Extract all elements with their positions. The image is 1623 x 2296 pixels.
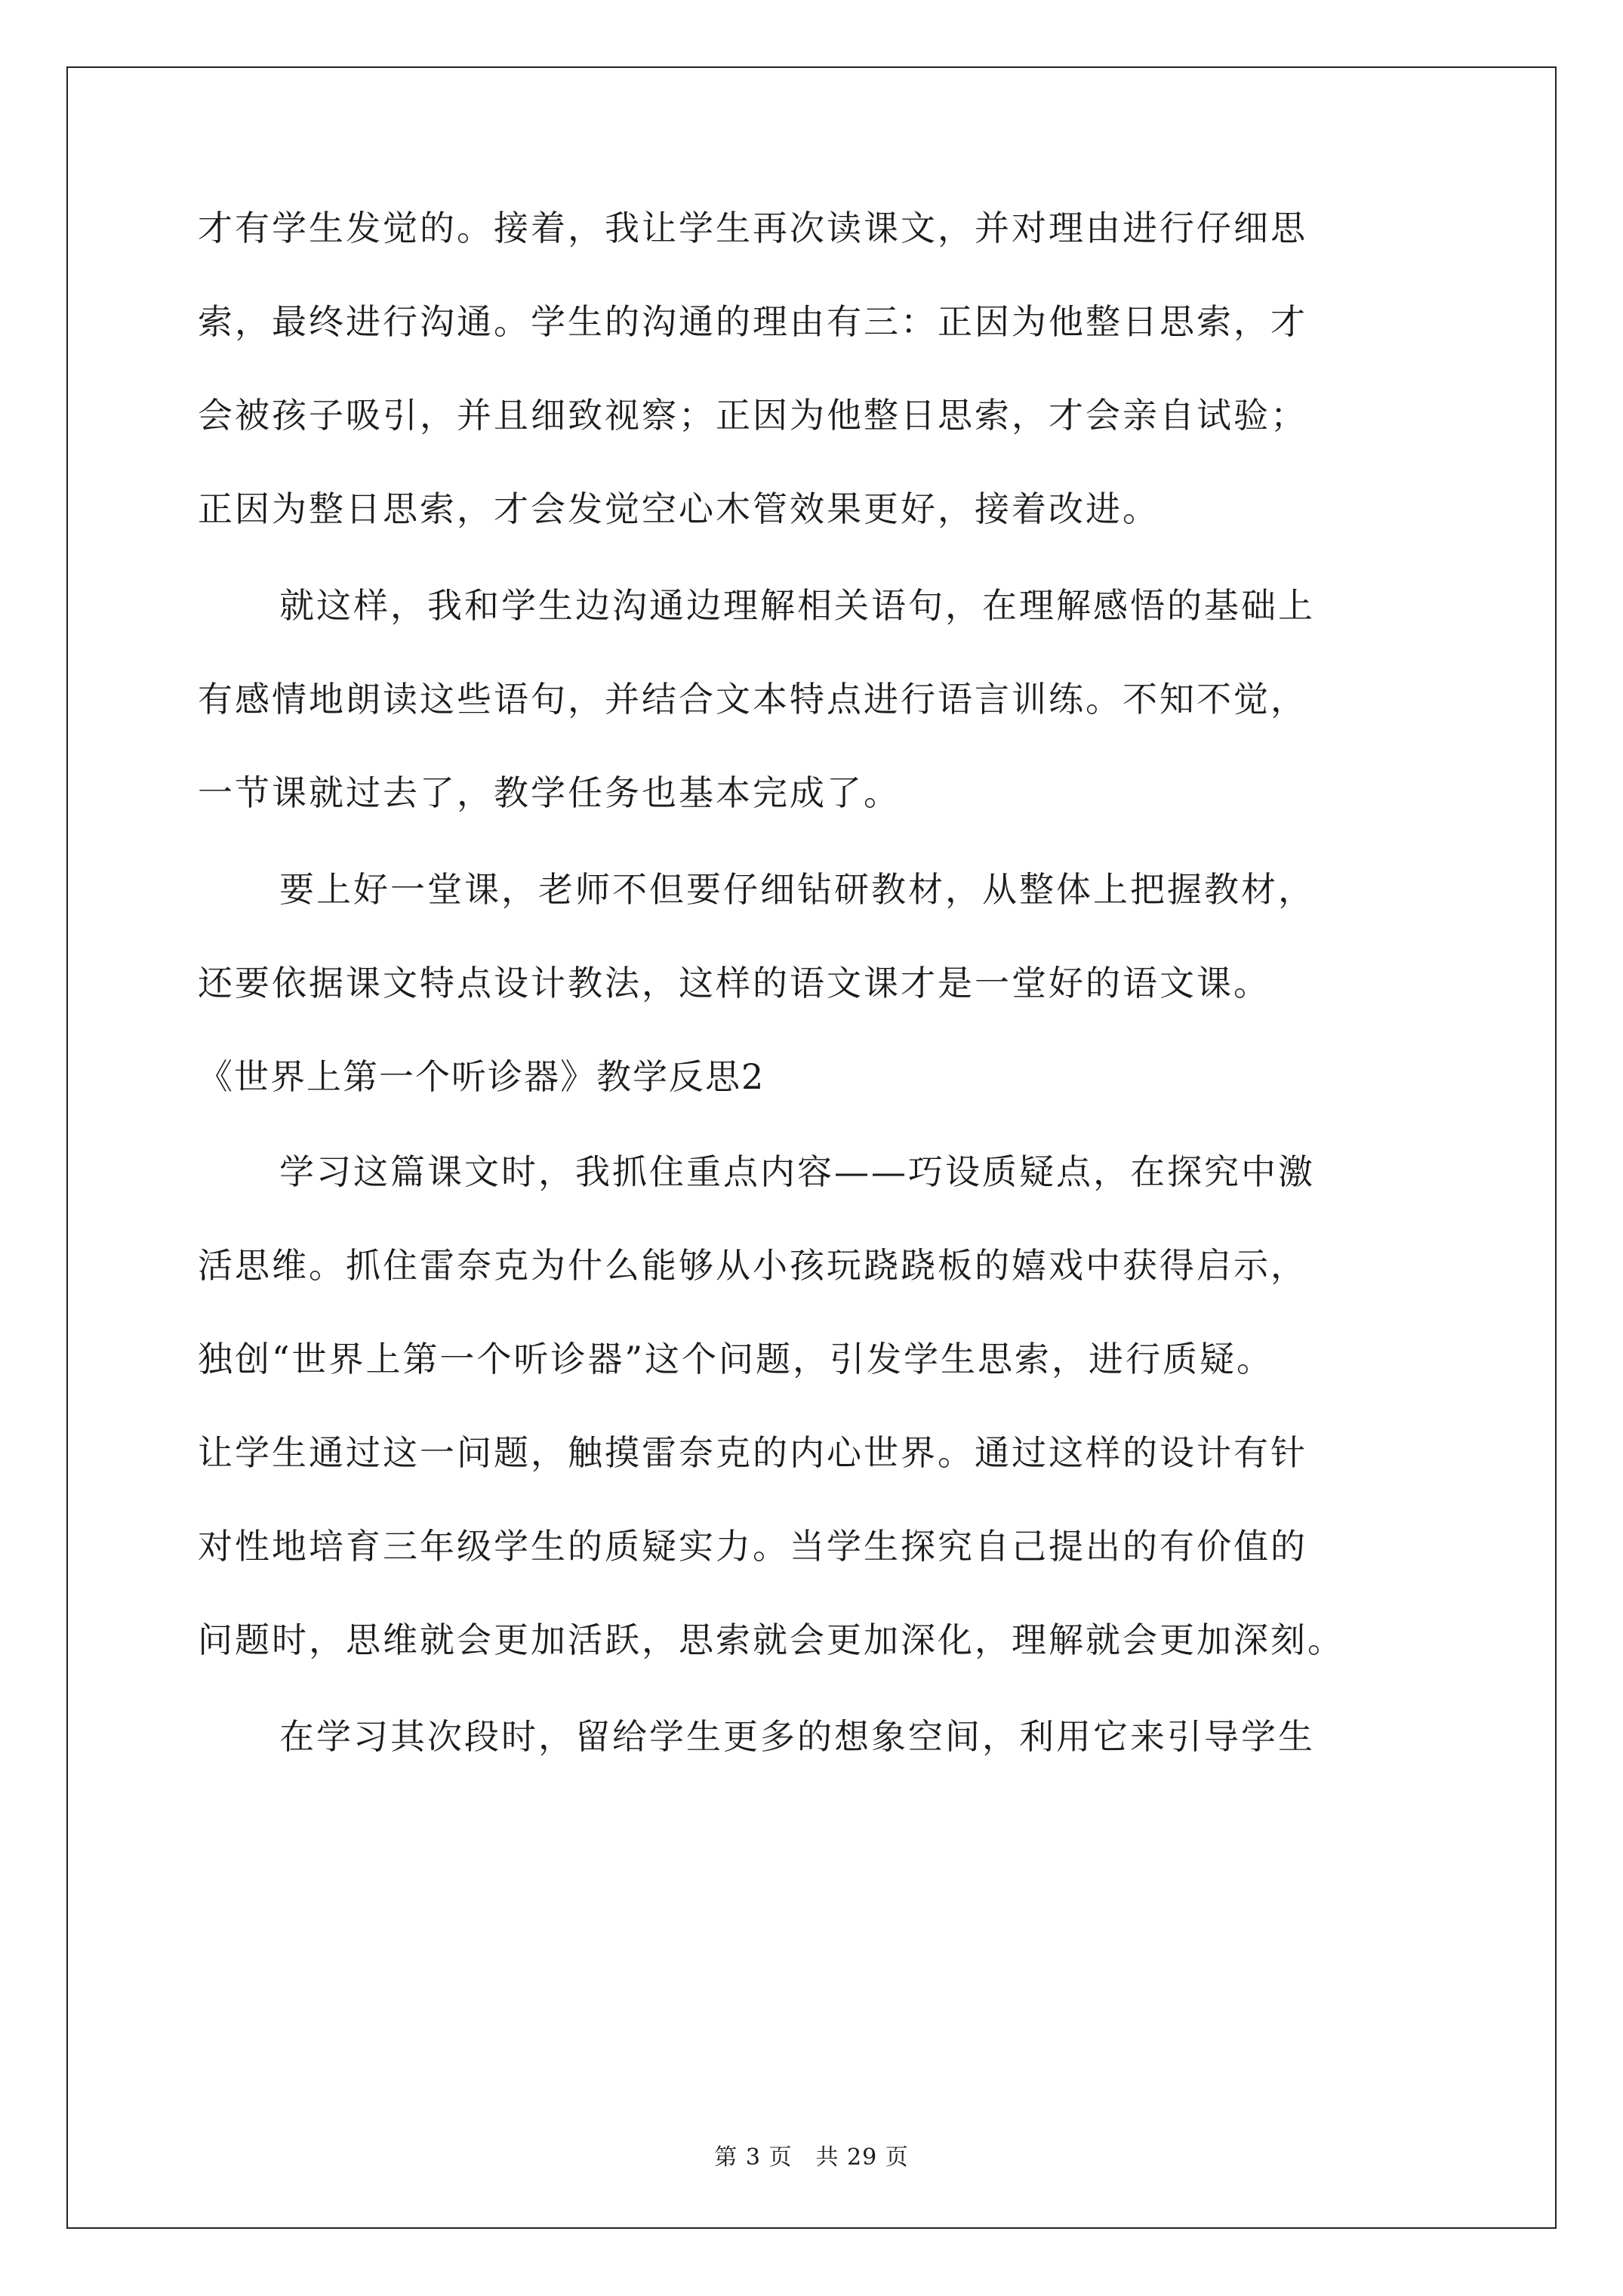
text-line: 索，最终进行沟通。学生的沟通的理由有三：正因为他整日思索，才: [198, 301, 1307, 342]
text-line: 问题时，思维就会更加活跃，思索就会更加深化，理解就会更加深刻。: [198, 1620, 1344, 1660]
text-line: 才有学生发觉的。接着，我让学生再次读课文，并对理由进行仔细思: [198, 208, 1307, 248]
text-line: 让学生通过这一问题，触摸雷奈克的内心世界。通过这样的设计有针: [198, 1432, 1307, 1473]
text-line: 独创“世界上第一个听诊器”这个问题，引发学生思索，进行质疑。: [198, 1339, 1274, 1379]
page-border: [66, 66, 1557, 2229]
text-line: 对性地培育三年级学生的质疑实力。当学生探究自己提出的有价值的: [198, 1526, 1307, 1567]
text-line: 正因为整日思索，才会发觉空心木管效果更好，接着改进。: [198, 488, 1160, 529]
section-heading: 《世界上第一个听诊器》教学反思2: [198, 1056, 765, 1097]
text-line: 会被孩子吸引，并且细致视察；正因为他整日思索，才会亲自试验；: [198, 395, 1307, 436]
page-number-footer: 第 3 页 共 29 页: [714, 2144, 909, 2171]
paragraph-start-line: 学习这篇课文时，我抓住重点内容——巧设质疑点，在探究中激: [279, 1151, 1315, 1192]
paragraph-start-line: 在学习其次段时，留给学生更多的想象空间，利用它来引导学生: [279, 1716, 1315, 1757]
text-line: 一节课就过去了，教学任务也基本完成了。: [198, 772, 901, 813]
text-line: 还要依据课文特点设计教法，这样的语文课才是一堂好的语文课。: [198, 963, 1270, 1003]
text-line: 有感情地朗读这些语句，并结合文本特点进行语言训练。不知不觉，: [198, 679, 1307, 720]
text-line: 活思维。抓住雷奈克为什么能够从小孩玩跷跷板的嬉戏中获得启示，: [198, 1245, 1307, 1286]
paragraph-start-line: 就这样，我和学生边沟通边理解相关语句，在理解感悟的基础上: [279, 585, 1315, 626]
paragraph-start-line: 要上好一堂课，老师不但要仔细钻研教材，从整体上把握教材，: [279, 869, 1315, 910]
